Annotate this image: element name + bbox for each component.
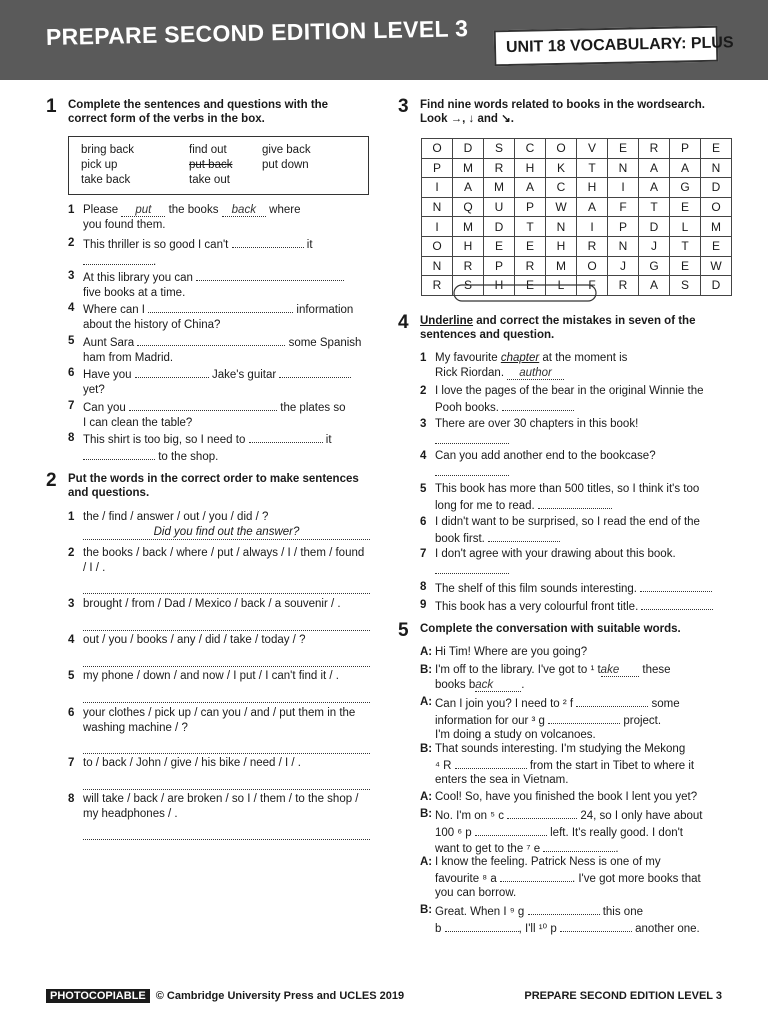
wordsearch-cell[interactable]: S <box>670 276 701 296</box>
answer-blank[interactable] <box>83 253 153 265</box>
exercise-5-instruction: Complete the conversation with suitable words. <box>420 623 681 635</box>
wordsearch-cell[interactable]: A <box>453 178 484 198</box>
unit-label: UNIT 18 VOCABULARY: PLUS <box>494 26 719 67</box>
underlined-mistake: chapter <box>500 352 540 364</box>
ex4-item-4: 4 Can you add another end to the bookcase? <box>420 449 725 480</box>
wordsearch-cell[interactable]: E <box>515 276 546 296</box>
wordsearch-cell[interactable]: C <box>515 139 546 159</box>
wordsearch-cell[interactable]: H <box>546 236 577 256</box>
wordsearch-cell[interactable]: O <box>546 139 577 159</box>
ex1-item-8: 8 This shirt is too big, so I need to it to the shop. <box>68 432 332 463</box>
wordsearch-cell[interactable]: N <box>546 217 577 237</box>
exercise-4-number: 4 <box>398 312 409 333</box>
answer: Did you find out the answer? <box>83 525 370 540</box>
shelf-circle-mark <box>451 283 599 303</box>
wordsearch-cell[interactable]: D <box>484 217 515 237</box>
ex4-item-2: 2 I love the pages of the bear in the original Winnie the Pooh books. <box>420 385 704 414</box>
wordsearch-cell[interactable]: R <box>608 276 639 296</box>
ex4-item-7: 7 I don't agree with your drawing about this book. <box>420 547 725 578</box>
wordsearch-cell[interactable]: M <box>701 217 732 237</box>
answer-blank[interactable] <box>538 497 612 509</box>
wordsearch-cell[interactable]: R <box>577 236 608 256</box>
wordsearch-cell[interactable]: A <box>515 178 546 198</box>
wordsearch-cell[interactable]: P <box>515 197 546 217</box>
ex1-item-4: 4 Where can I information about the history of China? <box>68 302 354 331</box>
ex2-item-7: 7 to / back / John / give / his bike / need / I / . <box>68 756 370 790</box>
answer-blank[interactable] <box>249 431 323 443</box>
ex4-item-5: 5 This book has more than 500 titles, so I think it's too long for me to read. <box>420 483 700 512</box>
wordsearch-cell[interactable]: K <box>546 158 577 178</box>
wordsearch-cell[interactable]: N <box>701 158 732 178</box>
answer: ack <box>475 679 521 692</box>
wordsearch-cell[interactable]: E <box>515 236 546 256</box>
wordsearch-cell[interactable]: T <box>670 236 701 256</box>
answer-blank[interactable] <box>500 870 572 882</box>
answer-blank[interactable] <box>528 903 600 915</box>
exercise-3-instruction: Find nine words related to books in the wordsearch. Look →, ↓ and ↘. <box>420 99 705 125</box>
wordsearch-cell[interactable]: P <box>670 139 701 159</box>
answer: put <box>121 204 165 217</box>
wordsearch-cell[interactable]: I <box>577 217 608 237</box>
wordsearch-cell[interactable]: H <box>577 178 608 198</box>
wordsearch-cell[interactable]: R <box>422 276 453 296</box>
wordsearch-cell[interactable]: O <box>422 236 453 256</box>
wordsearch-cell[interactable]: W <box>701 256 732 276</box>
wordsearch-cell[interactable]: C <box>546 178 577 198</box>
footer-right-title: PREPARE SECOND EDITION LEVEL 3 <box>524 990 722 1002</box>
answer-blank[interactable] <box>560 920 632 932</box>
answer-blank[interactable] <box>475 824 547 836</box>
wordsearch-cell[interactable]: G <box>670 178 701 198</box>
wordsearch-cell[interactable]: N <box>608 158 639 178</box>
wordsearch-cell[interactable]: L <box>670 217 701 237</box>
ex2-item-3: 3 brought / from / Dad / Mexico / back / a souvenir / . <box>68 597 370 631</box>
wordsearch-cell[interactable]: N <box>422 256 453 276</box>
wordsearch-row <box>422 236 732 256</box>
verb: find out <box>189 144 227 156</box>
wordsearch-cell[interactable]: A <box>670 158 701 178</box>
ex1-item-5: 5 Aunt Sara some Spanish ham from Madrid. <box>68 335 362 364</box>
ex2-item-2: 2 the books / back / where / put / always / I / them / found / I / . <box>68 546 370 594</box>
wordsearch-cell[interactable]: I <box>422 217 453 237</box>
wordsearch-cell[interactable]: I <box>422 178 453 198</box>
wordsearch-cell[interactable]: O <box>577 256 608 276</box>
book-title: PREPARE SECOND EDITION LEVEL 3 <box>45 15 469 50</box>
verb: take back <box>81 174 131 186</box>
answer-blank[interactable] <box>455 757 527 769</box>
copyright: © Cambridge University Press and UCLES 2019 <box>155 990 405 1002</box>
dialogue-line-5: A: Cool! So, have you finished the book I lent you yet? <box>420 791 698 803</box>
wordsearch-cell[interactable]: P <box>484 256 515 276</box>
answer-blank[interactable] <box>576 695 648 707</box>
wordsearch-cell[interactable]: R <box>639 139 670 159</box>
verb-used: put back <box>189 159 233 171</box>
answer-blank[interactable] <box>232 236 304 248</box>
dialogue-line-3: A: Can I join you? I need to ² f some information for our ³ g project. I'm doing a study on volcanoes. <box>420 696 680 741</box>
ex2-item-1: 1 the / find / answer / out / you / did / ? Did you find out the answer? <box>68 510 370 540</box>
wordsearch-cell[interactable]: Q <box>453 197 484 217</box>
ex2-item-4: 4 out / you / books / any / did / take / today / ? <box>68 633 370 667</box>
wordsearch-cell[interactable]: O <box>701 197 732 217</box>
wordsearch-row <box>422 197 732 217</box>
answer: back <box>222 204 266 217</box>
verb: bring back <box>81 144 135 156</box>
wordsearch-cell[interactable]: D <box>453 139 484 159</box>
answer-blank[interactable] <box>83 448 155 460</box>
wordsearch-cell[interactable]: W <box>546 197 577 217</box>
photocopiable-badge: PHOTOCOPIABLE <box>46 989 150 1003</box>
wordsearch-cell[interactable]: E <box>608 139 639 159</box>
dialogue-line-8: B: Great. When I ⁹ g this one b , I'll ¹⁰ p another one. <box>420 904 700 935</box>
answer-blank[interactable] <box>83 688 370 703</box>
verb-box <box>68 136 369 195</box>
answer-blank[interactable] <box>435 432 509 444</box>
answer: ake <box>601 664 640 677</box>
wordsearch-cell[interactable]: H <box>515 158 546 178</box>
answer-blank[interactable] <box>641 598 713 610</box>
wordsearch-cell[interactable]: A <box>639 158 670 178</box>
wordsearch-cell[interactable]: R <box>453 256 484 276</box>
answer-blank[interactable] <box>196 269 344 281</box>
wordsearch-cell[interactable]: R <box>515 256 546 276</box>
wordsearch-cell[interactable]: U <box>484 197 515 217</box>
ex4-item-6: 6 I didn't want to be surprised, so I read the end of the book first. <box>420 516 700 545</box>
answer-blank[interactable] <box>83 825 370 840</box>
dialogue-line-6: B: No. I'm on ⁵ c 24, so I only have about 100 ⁶ p left. It's really good. I don't want to get to the ⁷ e . <box>420 808 703 855</box>
ex2-item-5: 5 my phone / down / and now / I put / I can't find it / . <box>68 669 370 703</box>
answer-blank[interactable] <box>83 652 370 667</box>
wordsearch-cell[interactable]: A <box>639 276 670 296</box>
verb: take out <box>189 174 230 186</box>
answer-blank[interactable] <box>488 530 560 542</box>
ex1-item-6: 6 Have you Jake's guitar yet? <box>68 366 368 397</box>
wordsearch-cell[interactable]: R <box>484 158 515 178</box>
dialogue-line-1: A: Hi Tim! Where are you going? <box>420 646 588 658</box>
answer-blank[interactable] <box>279 366 351 378</box>
wordsearch-cell[interactable]: T <box>577 158 608 178</box>
ex1-item-1: 1 Please put the books back where you found them. <box>68 204 301 231</box>
answer-blank[interactable] <box>129 399 277 411</box>
wordsearch-cell[interactable]: H <box>484 276 515 296</box>
answer-blank[interactable] <box>135 366 209 378</box>
exercise-5-number: 5 <box>398 620 409 641</box>
answer-blank[interactable] <box>543 840 615 852</box>
wordsearch-cell[interactable]: S <box>484 139 515 159</box>
answer-blank[interactable] <box>548 712 620 724</box>
wordsearch-cell[interactable]: M <box>453 158 484 178</box>
wordsearch-cell[interactable]: M <box>484 178 515 198</box>
ex4-item-3: 3 There are over 30 chapters in this book! <box>420 417 725 448</box>
exercise-2-instruction: Put the words in the correct order to make sentences and questions. <box>68 473 359 499</box>
wordsearch-cell[interactable]: E <box>484 236 515 256</box>
wordsearch-cell[interactable]: P <box>608 217 639 237</box>
ex4-item-9: 9 This book has a very colourful front title. <box>420 598 725 615</box>
dialogue-line-7: A: I know the feeling. Patrick Ness is one of my favourite ⁸ a . I've got more books that you can borrow. <box>420 856 701 899</box>
wordsearch-row <box>422 178 732 198</box>
wordsearch-cell[interactable]: V <box>577 139 608 159</box>
ex2-item-6: 6 your clothes / pick up / can you / and / put them in the washing machine / ? <box>68 706 370 754</box>
wordsearch-cell[interactable]: H <box>453 236 484 256</box>
wordsearch-cell[interactable]: L <box>546 276 577 296</box>
wordsearch-cell[interactable]: P <box>422 158 453 178</box>
wordsearch-cell[interactable]: S <box>453 276 484 296</box>
exercise-2-number: 2 <box>46 470 57 491</box>
answer-blank[interactable] <box>507 807 577 819</box>
wordsearch-grid <box>421 138 732 296</box>
wordsearch-cell[interactable]: E <box>701 236 732 256</box>
wordsearch-cell[interactable]: F <box>608 197 639 217</box>
answer-blank[interactable] <box>435 464 509 476</box>
wordsearch-cell[interactable]: M <box>546 256 577 276</box>
answer-blank[interactable] <box>83 739 370 754</box>
wordsearch-cell[interactable]: D <box>701 276 732 296</box>
answer-blank[interactable] <box>435 562 509 574</box>
answer-blank[interactable] <box>640 580 712 592</box>
ex1-item-2: 2 This thriller is so good I can't it . <box>68 237 313 268</box>
ex4-item-8: 8 The shelf of this film sounds interesting. <box>420 580 725 597</box>
wordsearch-cell[interactable]: J <box>639 236 670 256</box>
ex1-item-7: 7 Can you the plates so I can clean the table? <box>68 400 346 429</box>
wordsearch-cell[interactable]: T <box>515 217 546 237</box>
exercise-1-instruction: Complete the sentences and questions with the correct form of the verbs in the box. <box>68 99 329 125</box>
wordsearch-cell[interactable]: F <box>577 276 608 296</box>
wordsearch-row <box>422 158 732 178</box>
verb: put down <box>262 159 309 171</box>
answer-blank[interactable] <box>445 920 519 932</box>
exercise-1-number: 1 <box>46 96 57 117</box>
verb: pick up <box>81 159 118 171</box>
wordsearch-cell[interactable]: N <box>422 197 453 217</box>
wordsearch-cell[interactable]: O <box>422 139 453 159</box>
answer-blank[interactable] <box>83 616 370 631</box>
answer-blank[interactable] <box>83 775 370 790</box>
exercise-4-instruction: Underline and correct the mistakes in seven of the sentences and question. <box>420 315 696 341</box>
answer-blank[interactable] <box>148 301 293 313</box>
answer: author <box>507 367 564 380</box>
verb: give back <box>262 144 311 156</box>
wordsearch-cell[interactable]: T <box>639 197 670 217</box>
wordsearch-cell[interactable]: E <box>701 139 732 159</box>
wordsearch-cell[interactable]: E <box>670 197 701 217</box>
ex2-item-8: 8 will take / back / are broken / so I / them / to the shop / my headphones / . <box>68 792 370 840</box>
dialogue-line-4: B: That sounds interesting. I'm studying the Mekong ⁴ R from the start in Tibet to where it enters the sea in Vietnam. <box>420 743 695 786</box>
footer <box>46 990 404 1002</box>
wordsearch-row <box>422 256 732 276</box>
exercise-3-number: 3 <box>398 96 409 117</box>
answer-blank[interactable] <box>83 579 370 594</box>
wordsearch-cell[interactable]: A <box>639 178 670 198</box>
dialogue-line-2: B: I'm off to the library. I've got to ¹ take these books back . <box>420 664 671 691</box>
answer-blank[interactable] <box>502 399 574 411</box>
wordsearch-cell[interactable]: G <box>639 256 670 276</box>
wordsearch-cell[interactable]: N <box>608 236 639 256</box>
ex4-item-1: 1 My favourite chapter at the moment is Rick Riordan. author <box>420 352 628 379</box>
answer-blank[interactable] <box>137 334 285 346</box>
wordsearch-row <box>422 217 732 237</box>
wordsearch-cell[interactable]: E <box>670 256 701 276</box>
wordsearch-cell[interactable]: M <box>453 217 484 237</box>
wordsearch-row <box>422 139 732 159</box>
ex1-item-3: 3 At this library you can five books at a time. <box>68 269 368 300</box>
wordsearch-cell[interactable]: A <box>577 197 608 217</box>
wordsearch-cell[interactable]: D <box>701 178 732 198</box>
wordsearch-cell[interactable]: D <box>639 217 670 237</box>
wordsearch-cell[interactable]: I <box>608 178 639 198</box>
wordsearch-cell[interactable]: J <box>608 256 639 276</box>
